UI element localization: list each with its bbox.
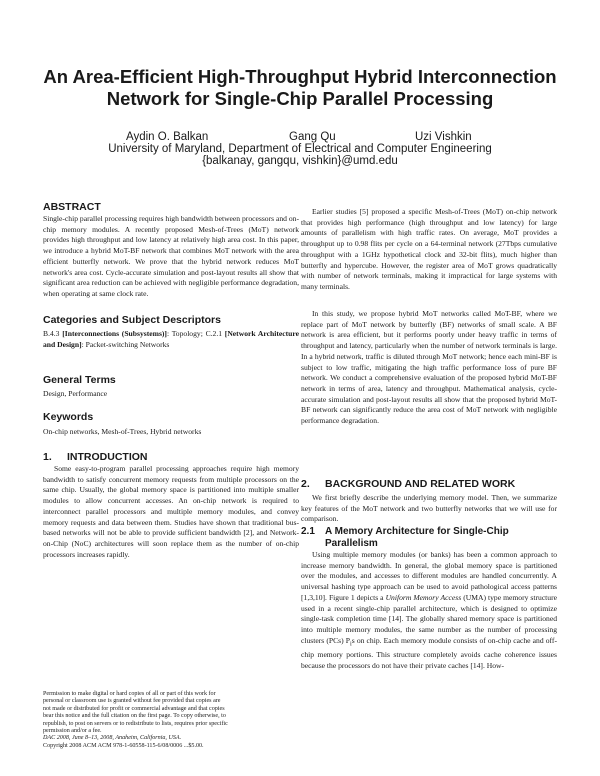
copyright-line: Copyright 2008 ACM ACM 978-1-60558-115-6/08/0006 ...$5.00. — [43, 742, 204, 749]
affiliation: University of Maryland, Department of Electrical and Computer Engineering — [108, 143, 492, 155]
general-terms-heading: General Terms — [43, 374, 116, 386]
section-title: INTRODUCTION — [67, 451, 148, 463]
intro-text: Some easy-to-program parallel processing approaches require high memory bandwidth to satisfy concurrent memory requests from multiple processors on the same chip. Usually, the global memory space is partitioned into multiple smaller modules to allow concurrent accesses. An on-chip network is required to interconnect parallel processors and multiple memory modules, and convey memory requests and data between them. Studies have shown that traditional bus-based networks will not be able to provide sufficient bandwidth [2], and Network-on-Chip (NoC) architectures will soon replace them as the number of on-chip processors increases rapidly. — [43, 464, 299, 559]
category-rest: : Packet-switching Networks — [81, 339, 170, 349]
section-title: BACKGROUND AND RELATED WORK — [325, 478, 516, 490]
permission-line: Permission to make digital or hard copies of all or part of this work for — [43, 691, 216, 697]
paper-title: An Area-Efficient High-Throughput Hybrid Interconnection Network for Single-Chip Parallel Processing — [43, 66, 557, 109]
category-bold: [Network Architecture and Design] — [43, 329, 299, 349]
subsection-title: A Memory Architecture for Single-Chip — [325, 526, 509, 537]
italic-term: Uniform Memory Access — [385, 592, 462, 602]
section-heading — [43, 451, 299, 463]
section-heading — [301, 478, 557, 490]
author-name: Uzi Vishkin — [415, 131, 472, 143]
text-run: Using multiple memory modules (or banks) has been a common approach to increase memory bandwidth. In general, the global memory space is partitioned over the modules, and accesses to different modules are handled concurrently. A universal hashing type approach can be used to avoid pathological access patterns [1,3,10]. Figure 1 depicts a — [301, 550, 557, 602]
section-number: 2.1 — [301, 526, 315, 537]
body-paragraph: In this study, we propose hybrid MoT networks called MoT-BF, where we replace part of MoT network by butterfly (BF) networks of small scale. A BF network is area efficient, but it performs poorly under heavy traffic in terms of throughput and latency, particularly when the number of network terminals is large. In a hybrid network, traffic is diluted through MoT network; hence each mini-BF is subject to low traffic, mitigating the high traffic performance loss of pure BF network. We conduct a comprehensive evaluation of the proposed hybrid MoT-BF network in terms of area, latency and throughput. Mathematical analysis, cycle-accurate simulation and post-layout results all show that the proposed hybrid MoT-BF network can significantly reduce the area cost of MoT network with negligible performance degradation. — [301, 309, 557, 426]
author-name: Gang Qu — [289, 131, 336, 143]
author-name: Aydin O. Balkan — [126, 131, 209, 143]
body-paragraph: Earlier studies [5] proposed a specific Mesh-of-Trees (MoT) on-chip network that provides high performance (high throughput and low latency) for large amounts of parallelism with high traffic rates. On average, MoT provides a throughput up to 0.98 flits per cycle on a 64-terminal network (27Tbps cumulative throughput with a 1GHz hypothetical clock and 32-bit flits), much higher than butterfly and hypercube. However, the register area of MoT grows quadratically with number of network terminals, making it impractical for large systems with many terminals. — [301, 207, 557, 291]
right-column — [301, 0, 557, 776]
abstract-text: Single-chip parallel processing requires high bandwidth between processors and on-chip memory modules. A recently proposed Mesh-of-Trees (MoT) network provides high throughput and low latency at relatively high area cost. In this paper, we introduce a hybrid MoT-BF network that combines MoT network with the area efficient butterfly network. We prove that the hybrid network reduces MoT network's area cost. Cycle-accurate simulation and post-layout results all show that significant area reduction can be achieved with negligible performance degradation, when operating at same clock rate. — [43, 214, 299, 298]
general-terms-text: Design, Performance — [43, 389, 108, 398]
permission-line: bear this notice and the full citation on the first page. To copy otherwise, to — [43, 713, 226, 720]
section-number: 1. — [43, 451, 52, 463]
abstract-heading: ABSTRACT — [43, 201, 101, 213]
permission-line: republish, to post on servers or to redistribute to lists, requires prior specific — [43, 720, 228, 727]
subsection-title-cont: Parallelism — [325, 537, 378, 549]
text-run: (UMA) type memory structure used in a recent single-chip parallel architecture, which is designed to optimize single-task completion time [14]. The globally shared memory space is partitioned into multiple memory modules, the same number as the number of processing clusters (PCs) P — [301, 592, 557, 645]
category-rest: : Topology; C.2.1 — [166, 329, 223, 338]
conference-line: DAC 2008, June 8–13, 2008, Anaheim, California, USA. — [43, 735, 182, 742]
author-emails: {balkanay, gangqu, vishkin}@umd.edu — [202, 155, 398, 167]
categories-heading: Categories and Subject Descriptors — [43, 314, 221, 326]
category-bold: [Interconnections (Subsystems)] — [62, 329, 167, 338]
permission-notice — [43, 691, 299, 750]
section-number: 2. — [301, 478, 310, 490]
keywords-text: On-chip networks, Mesh-of-Trees, Hybrid networks — [43, 427, 202, 436]
left-column — [43, 0, 299, 776]
permission-line: not made or distributed for profit or commercial advantage and that copies — [43, 705, 225, 712]
categories-text — [43, 329, 299, 350]
subscript: i — [349, 640, 352, 648]
permission-line: permission and/or a fee. — [43, 728, 102, 735]
text-run: s on chip. Each memory module consists of on-chip cache and off-chip memory portions. This structure completely avoids cache coherence issues because the processors do not have their private caches [14]. How- — [301, 635, 557, 670]
subsection-heading — [301, 526, 557, 549]
body-paragraph — [301, 550, 557, 671]
keywords-heading: Keywords — [43, 411, 94, 423]
category-code: B.4.3 — [43, 329, 60, 338]
permission-line: personal or classroom use is granted without fee provided that copies are — [43, 698, 221, 705]
body-paragraph: We first briefly describe the underlying memory model. Then, we summarize key features of the MoT network and two butterfly networks that we will use for comparison. — [301, 493, 557, 524]
